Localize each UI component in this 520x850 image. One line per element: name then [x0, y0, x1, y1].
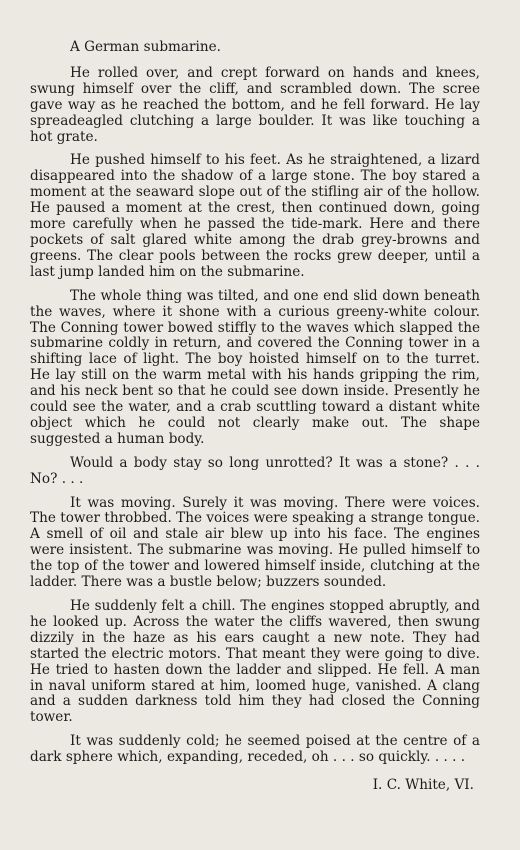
- story-paragraph: It was moving. Surely it was moving. There were voices. The tower throbbed. The voices were speaking a strange tongue. A smell of oil and stale air blew up into his face. The engines were insistent. The submarine was moving. He pulled himself to the top of the tower and lowered himself inside, clutching at the ladder. There was a bustle below; buzzers sounded.: [30, 494, 480, 591]
- story-paragraph: The whole thing was tilted, and one end slid down beneath the waves, where it shone with a curious greeny-white colour. The Conning tower bowed stiffly to the waves which slapped the submarine coldly in return, and covered the Conning tower in a shifting lace of light. The boy hoisted himself on to the turret. He lay still on the warm metal with his hands gripping the rim, and his neck bent so that he could see down inside. Presently he could see the water, and a crab scuttling toward a distant white object which he could not clearly make out. The shape suggested a human body.: [30, 287, 480, 447]
- story-paragraph: Would a body stay so long unrotted? It was a stone? . . . No? . . .: [30, 454, 480, 487]
- story-paragraph: It was suddenly cold; he seemed poised at the centre of a dark sphere which, expanding, receded, oh . . . so quickly. . . . .: [30, 733, 480, 766]
- story-paragraph: He rolled over, and crept forward on hands and knees, swung himself over the cliff, and scrambled down. The scree gave way as he reached the bottom, and he fell forward. He lay spreadeagled clutching a large boulder. It was like touching a hot grate.: [30, 64, 480, 145]
- story-paragraph: He pushed himself to his feet. As he straightened, a lizard disappeared into the shadow of a large stone. The boy stared a moment at the seaward slope out of the stifling air of the hollow. He paused a moment at the crest, then continued down, going more carefully when he passed the tide-mark. Here and there pockets of salt glared white among the drab grey-browns and greens. The clear pools between the rocks grew deeper, until a last jump landed him on the submarine.: [30, 152, 480, 280]
- story-paragraph: He suddenly felt a chill. The engines stopped abruptly, and he looked up. Across the water the cliffs wavered, then swung dizzily in the haze as his ears caught a new note. They had started the electric motors. That meant they were going to dive. He tried to hasten down the ladder and slipped. He fell. A man in naval uniform stared at him, loomed huge, vanished. A clang and a sudden darkness told him they had closed the Conning tower.: [30, 598, 480, 726]
- author-signature: I. C. White, VI.: [372, 777, 474, 794]
- story-opening-line: A German submarine.: [70, 39, 222, 55]
- story-page: [30, 40, 480, 802]
